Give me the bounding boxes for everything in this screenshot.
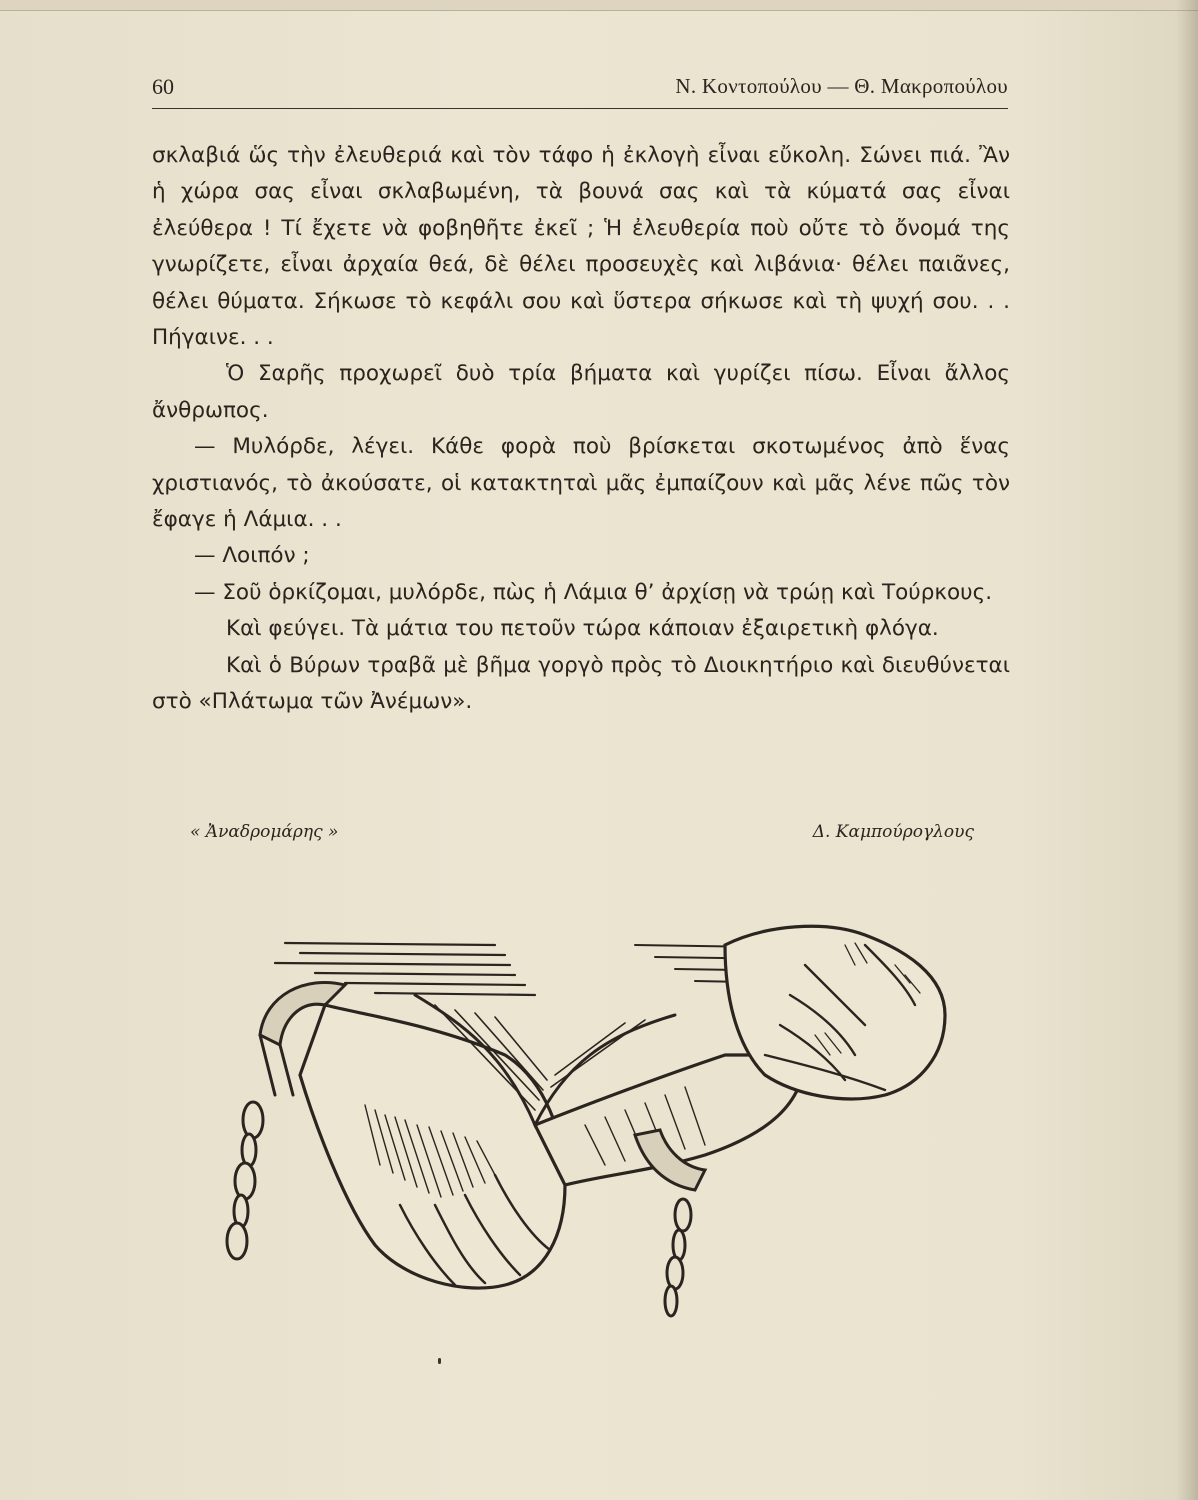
paragraph-6: Καὶ φεύγει. Τὰ μάτια του πετοῦν τώρα κάποιαν ἐξαιρετικὴ φλόγα.	[226, 616, 939, 642]
paragraph-3: — Μυλόρδε, λέγει. Κάθε φορὰ ποὺ βρίσκεται σκοτωμένος ἀπὸ ἕνας χριστιανός, τὸ ἀκούσατε, οἱ κατακτηταὶ μᾶς ἐμπαίζουν καὶ μᾶς λένε πῶς τὸν ἔφαγε ἡ Λάμια. . .	[152, 434, 1010, 533]
running-head: Ν. Κοντοπούλου — Θ. Μακροπούλου	[675, 74, 1008, 98]
body-text	[152, 138, 1010, 721]
paragraph-7: Καὶ ὁ Βύρων τραβᾶ μὲ βῆμα γοργὸ πρὸς τὸ Διοικητήριο καὶ διευθύνεται στὸ «Πλάτωμα τῶν Ἀνέμων».	[152, 652, 1010, 715]
ink-speck	[438, 1358, 441, 1364]
paragraph-4: — Λοιπόν ;	[194, 543, 310, 569]
chained-hands-icon	[205, 905, 985, 1335]
author-name: Δ. Καμπούρογλους	[812, 822, 974, 842]
page-number: 60	[152, 74, 174, 99]
paragraph-1: σκλαβιά ὥς τὴν ἐλευθεριά καὶ τὸν τάφο ἡ ἐκλογὴ εἶναι εὔκολη. Σώνει πιά. Ἂν ἡ χώρα σας εἶναι σκλαβωμένη, τὰ βουνά σας καὶ τὰ κύματά σας εἶναι ἐλεύθερα ! Τί ἔχετε νὰ φοβηθῆτε ἐκεῖ ; Ἡ ἐλευθερία ποὺ οὔτε τὸ ὄνομά της γνωρίζετε, εἶναι ἀρχαία θεά, δὲ θέλει προσευχὲς καὶ λιβάνια· θέλει παιᾶνες, θέλει θύματα. Σήκωσε τὸ κεφάλι σου καὶ ὕστερα σήκωσε καὶ τὴ ψυχή σου. . . Πήγαινε. . .	[152, 143, 1010, 351]
page-top-edge	[0, 0, 1198, 11]
source-title: « Ἀναδρομάρης »	[190, 822, 339, 842]
page-gutter-shadow	[1176, 0, 1198, 1500]
paragraph-2: Ὁ Σαρῆς προχωρεῖ δυὸ τρία βήματα καὶ γυρίζει πίσω. Εἶναι ἄλλος ἄνθρωπος.	[152, 361, 1010, 423]
page-header	[152, 72, 1008, 109]
signature-row	[190, 822, 974, 850]
paragraph-5: — Σοῦ ὁρκίζομαι, μυλόρδε, πὼς ἡ Λάμια θ’ ἀρχίσῃ νὰ τρώῃ καὶ Τούρκους.	[194, 579, 993, 605]
